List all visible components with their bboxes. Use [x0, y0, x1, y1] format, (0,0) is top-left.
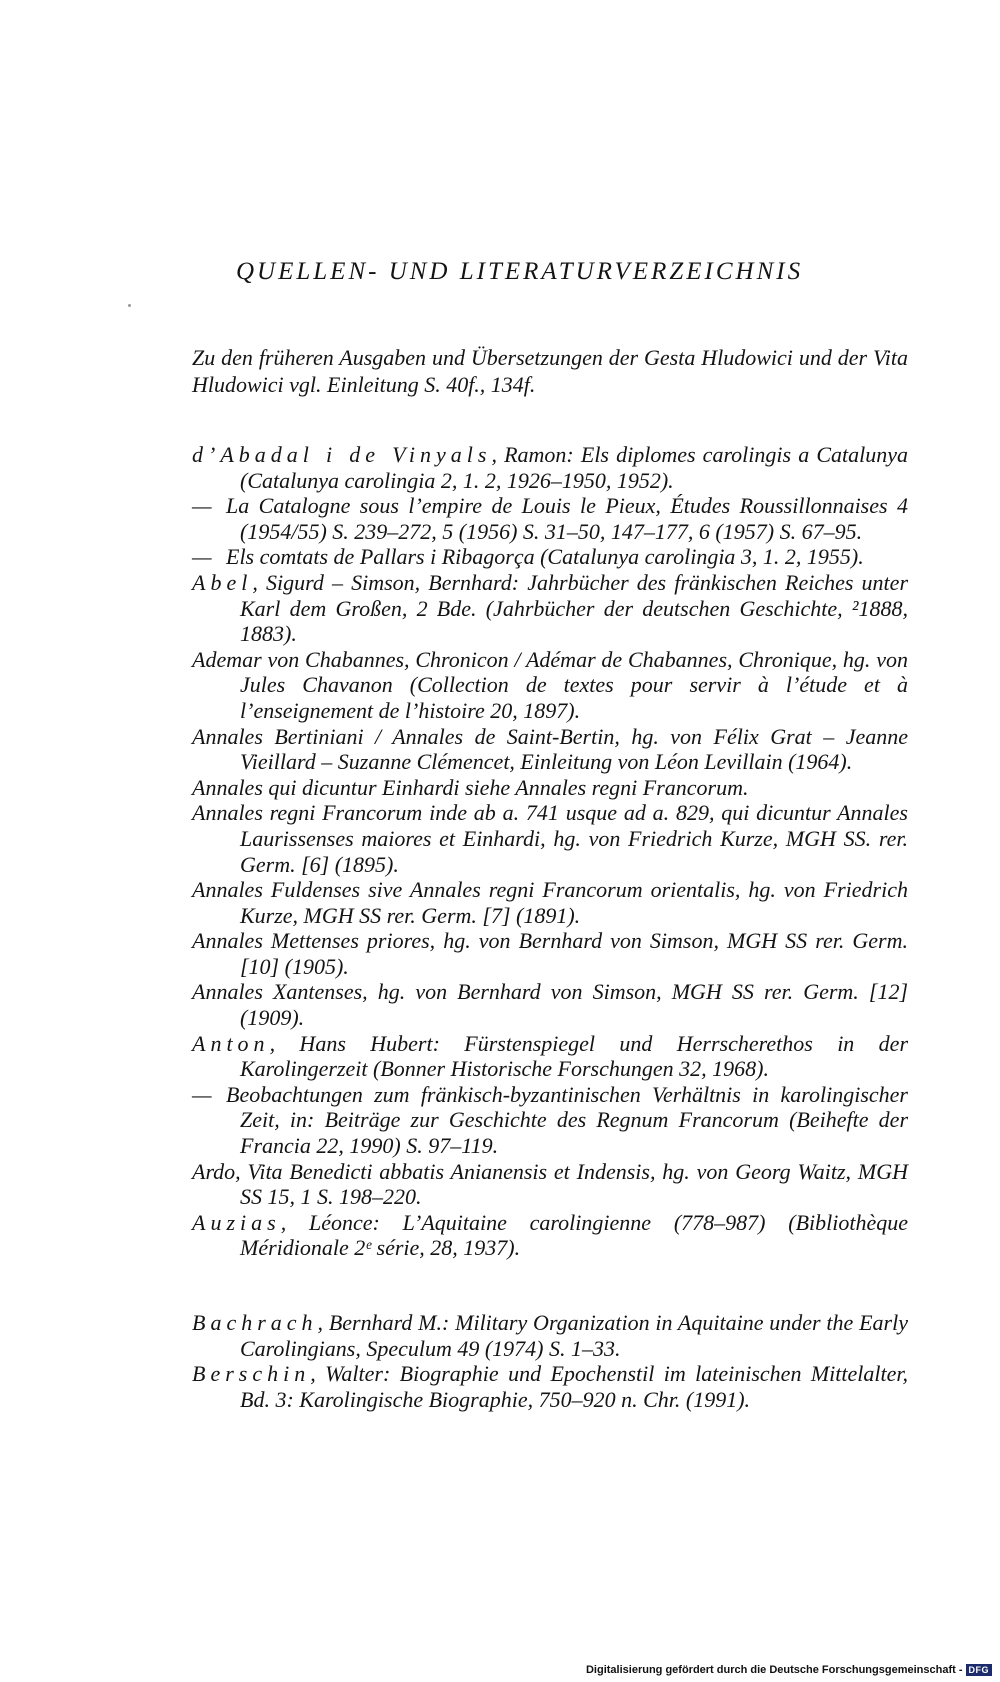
entry-text: Ademar von Chabannes, Chronicon / Adémar de Chabannes, Chronique, hg. von Jules Chavanon (Collection de textes pour servir à l’étude et à l’enseignement de l’histoire 20, 1897).: [192, 646, 908, 723]
bibliography-entry: [192, 544, 908, 570]
bibliography-entry: [192, 800, 908, 877]
entry-text: Beobachtungen zum fränkisch-byzantinischen Verhältnis in karolingischer Zeit, in: Beiträge zur Geschichte des Regnum Francorum (Beihefte der Francia 22, 1990) S. 97–119.: [226, 1081, 908, 1159]
bibliography-entry: [192, 1361, 908, 1412]
entry-dash: —: [192, 493, 212, 519]
entry-text: Annales Mettenses priores, hg. von Bernhard von Simson, MGH SS rer. Germ. [10] (1905).: [192, 928, 908, 979]
entry-text: , Ramon: Els diplomes carolingis a Catalunya (Catalunya carolingia 2, 1. 2, 1926–1950, 1952).: [240, 442, 908, 493]
entry-author: Bachrach: [192, 1310, 318, 1335]
entry-text: Annales qui dicuntur Einhardi siehe Annales regni Francorum.: [192, 774, 749, 800]
entry-text: Ardo, Vita Benedicti abbatis Anianensis et Indensis, hg. von Georg Waitz, MGH SS 15, 1 S. 198–220.: [192, 1158, 908, 1210]
bibliography-entry: [192, 1310, 908, 1361]
bibliography-entry: [192, 442, 908, 493]
bibliography-entry: [192, 647, 908, 724]
entry-text: , Hans Hubert: Fürstenspiegel und Herrscherethos in der Karolingerzeit (Bonner Historische Forschungen 32, 1968).: [240, 1030, 908, 1082]
entry-dash: —: [192, 1081, 212, 1107]
entry-author: Berschin: [192, 1361, 311, 1387]
entry-text: Annales Xantenses, hg. von Bernhard von Simson, MGH SS rer. Germ. [12] (1909).: [192, 979, 908, 1031]
bibliography-entry: [192, 1082, 908, 1159]
bibliography-section-a: [192, 442, 908, 1261]
footer-credit: [586, 1664, 992, 1676]
bibliography-entry: [192, 775, 908, 801]
entry-text: La Catalogne sous l’empire de Louis le Pieux, Études Roussillonnaises 4 (1954/55) S. 239–272, 5 (1956) S. 31–50, 147–177, 6 (1957) S. 67–95.: [226, 493, 908, 544]
entry-author: d’Abadal i de Vinyals: [192, 442, 492, 467]
scan-speck: [128, 304, 131, 307]
entry-text: , Bernhard M.: Military Organization in Aquitaine under the Early Carolingians, Speculum 49 (1974) S. 1–33.: [240, 1310, 908, 1361]
bibliography-entry: [192, 724, 908, 775]
entry-author: Auzias: [192, 1209, 281, 1235]
dfg-logo: DFG: [966, 1664, 993, 1676]
bibliography-entry: [192, 979, 908, 1030]
bibliography-entry: [192, 493, 908, 544]
entry-text: Els comtats de Pallars i Ribagorça (Catalunya carolingia 3, 1. 2, 1955).: [226, 544, 864, 570]
bibliography-entry: [192, 1031, 908, 1082]
entry-text: , Léonce: L’Aquitaine carolingienne (778–987) (Bibliothèque Méridionale 2ᵉ série, 28, 1937).: [240, 1209, 908, 1261]
entry-dash: —: [192, 544, 212, 570]
entry-text: , Walter: Biographie und Epochenstil im lateinischen Mittelalter, Bd. 3: Karolingische Biographie, 750–920 n. Chr. (1991).: [240, 1361, 908, 1412]
entry-author: Abel: [192, 569, 253, 595]
bibliography-entry: [192, 928, 908, 979]
bibliography-entry: [192, 1159, 908, 1210]
intro-paragraph: Zu den früheren Ausgaben und Übersetzungen der Gesta Hludowici und der Vita Hludowici vgl. Einleitung S. 40f., 134f.: [192, 345, 908, 397]
entry-text: Annales regni Francorum inde ab a. 741 usque ad a. 829, qui dicuntur Annales Laurissenses maiores et Einhardi, hg. von Friedrich Kurze, MGH SS. rer. Germ. [6] (1895).: [192, 800, 908, 877]
page-title: QUELLEN- UND LITERATURVERZEICHNIS: [236, 258, 804, 285]
footer-text: Digitalisierung gefördert durch die Deutsche Forschungsgemeinschaft -: [585, 1664, 963, 1676]
bibliography-section-b: [192, 1310, 908, 1412]
bibliography-entry: [192, 877, 908, 928]
entry-text: , Sigurd – Simson, Bernhard: Jahrbücher des fränkischen Reiches unter Karl dem Großen, 2 Bde. (Jahrbücher der deutschen Geschichte, ²1888, 1883).: [240, 569, 908, 647]
entry-text: Annales Bertiniani / Annales de Saint-Bertin, hg. von Félix Grat – Jeanne Vieillard – Suzanne Clémencet, Einleitung von Léon Levillain (1964).: [192, 723, 908, 775]
entry-text: Annales Fuldenses sive Annales regni Francorum orientalis, hg. von Friedrich Kurze, MGH SS rer. Germ. [7] (1891).: [192, 877, 908, 928]
bibliography-entry: [192, 1210, 908, 1261]
bibliography-entry: [192, 570, 908, 647]
entry-author: Anton: [192, 1030, 270, 1056]
